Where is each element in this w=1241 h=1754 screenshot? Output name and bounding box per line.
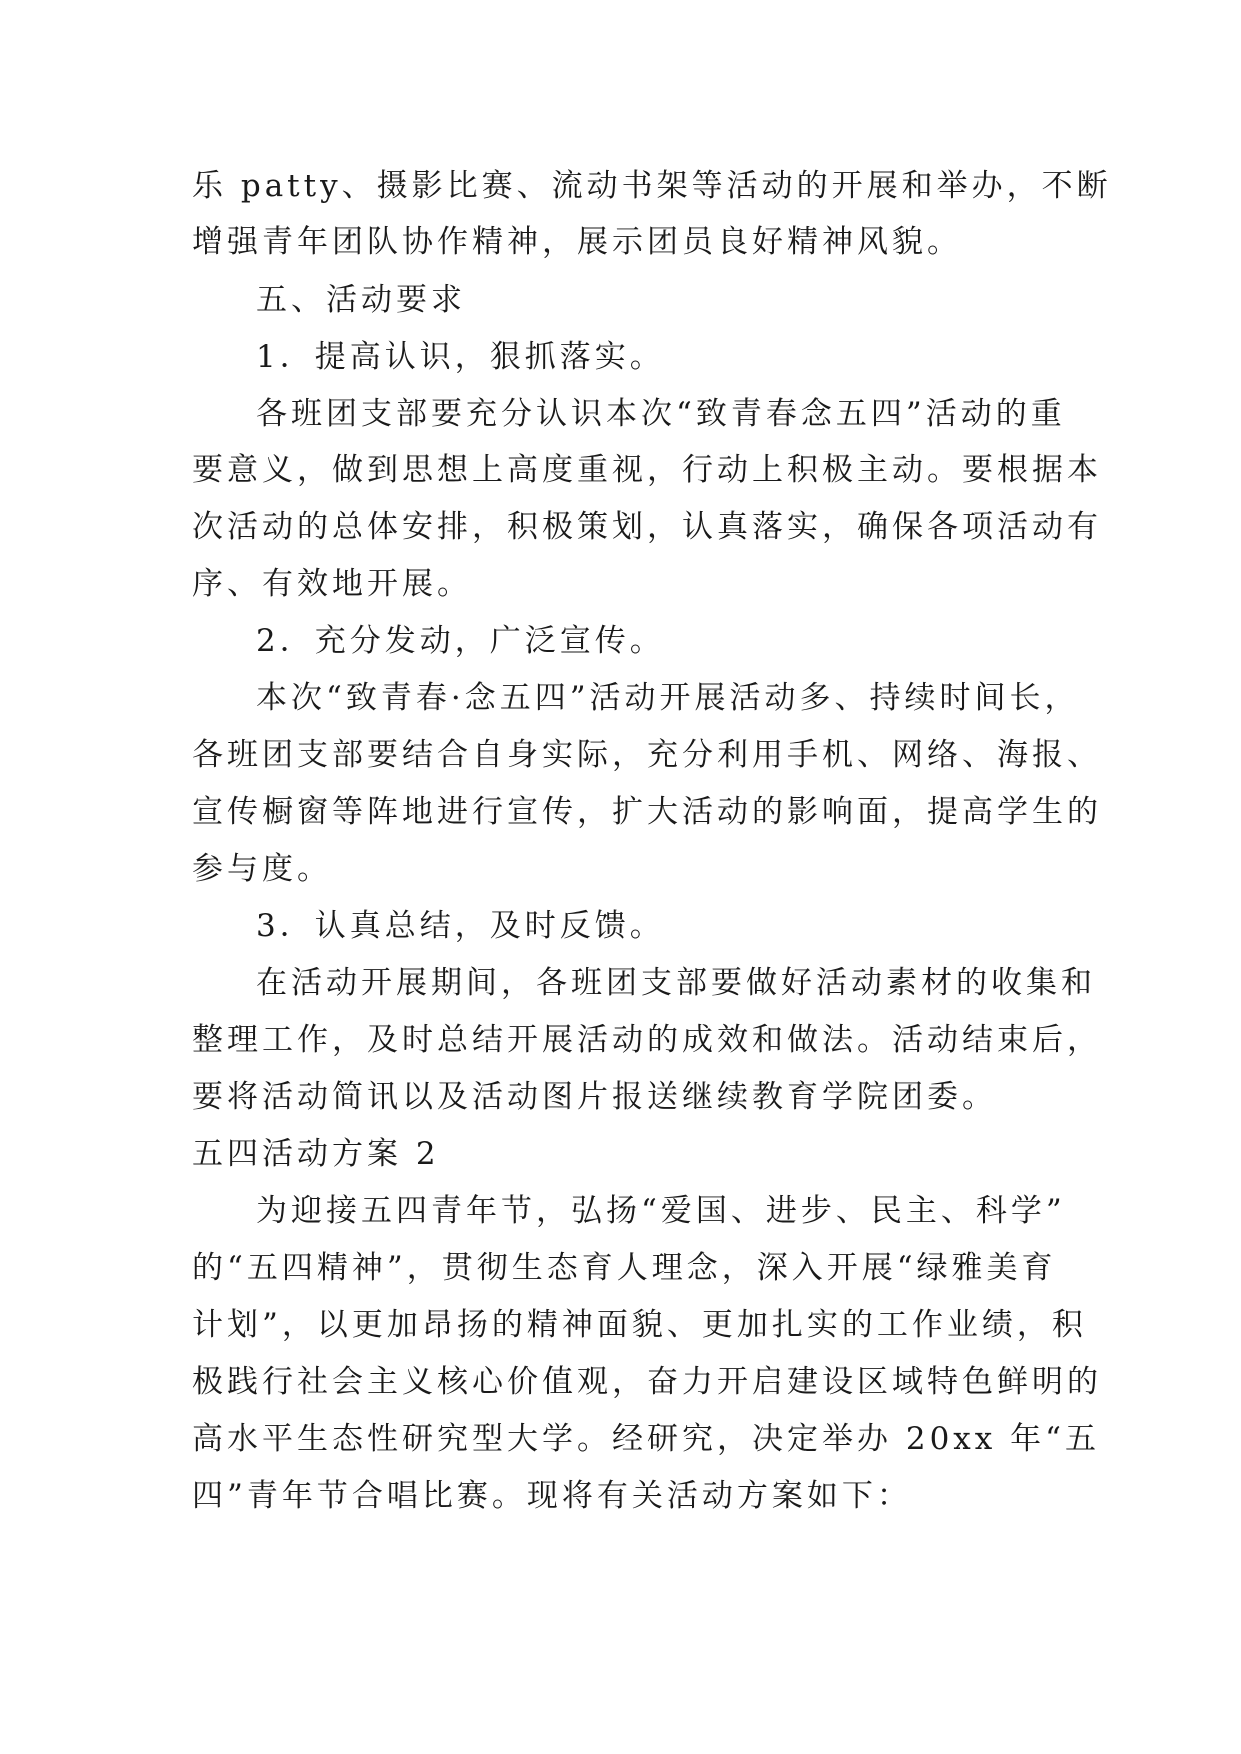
- body-text-line: 序、有效地开展。: [192, 566, 472, 602]
- body-text-line: 各班团支部要结合自身实际，充分利用手机、网络、海报、: [192, 737, 1102, 773]
- section-heading: 五、活动要求: [256, 282, 466, 318]
- subsection-heading: 2．充分发动，广泛宣传。: [256, 623, 665, 659]
- body-text-line: 乐 patty、摄影比赛、流动书架等活动的开展和举办，不断: [192, 168, 1112, 204]
- body-text-line: 极践行社会主义核心价值观，奋力开启建设区域特色鲜明的: [192, 1364, 1102, 1400]
- body-text-line: 四”青年节合唱比赛。现将有关活动方案如下：: [192, 1478, 912, 1514]
- body-text-line: 高水平生态性研究型大学。经研究，决定举办 20xx 年“五: [192, 1421, 1100, 1457]
- document-title: 五四活动方案 2: [192, 1136, 440, 1172]
- body-text-line: 为迎接五四青年节，弘扬“爱国、进步、民主、科学”: [256, 1193, 1066, 1229]
- subsection-heading: 1．提高认识，狠抓落实。: [256, 339, 665, 375]
- body-text-line: 本次“致青春·念五四”活动开展活动多、持续时间长，: [256, 680, 1080, 716]
- body-text-line: 增强青年团队协作精神，展示团员良好精神风貌。: [192, 224, 962, 260]
- body-text-line: 各班团支部要充分认识本次“致青春念五四”活动的重: [256, 396, 1066, 432]
- subsection-heading: 3．认真总结，及时反馈。: [256, 908, 665, 944]
- body-text-line: 参与度。: [192, 851, 332, 887]
- body-text-line: 计划”，以更加昂扬的精神面貌、更加扎实的工作业绩，积: [192, 1307, 1087, 1343]
- body-text-line: 要意义，做到思想上高度重视，行动上积极主动。要根据本: [192, 452, 1102, 488]
- body-text-line: 次活动的总体安排，积极策划，认真落实，确保各项活动有: [192, 509, 1102, 545]
- body-text-line: 要将活动简讯以及活动图片报送继续教育学院团委。: [192, 1079, 997, 1115]
- body-text-line: 的“五四精神”，贯彻生态育人理念，深入开展“绿雅美育: [192, 1250, 1057, 1286]
- body-text-line: 在活动开展期间，各班团支部要做好活动素材的收集和: [256, 965, 1096, 1001]
- body-text-line: 宣传橱窗等阵地进行宣传，扩大活动的影响面，提高学生的: [192, 794, 1102, 830]
- body-text-line: 整理工作，及时总结开展活动的成效和做法。活动结束后，: [192, 1022, 1102, 1058]
